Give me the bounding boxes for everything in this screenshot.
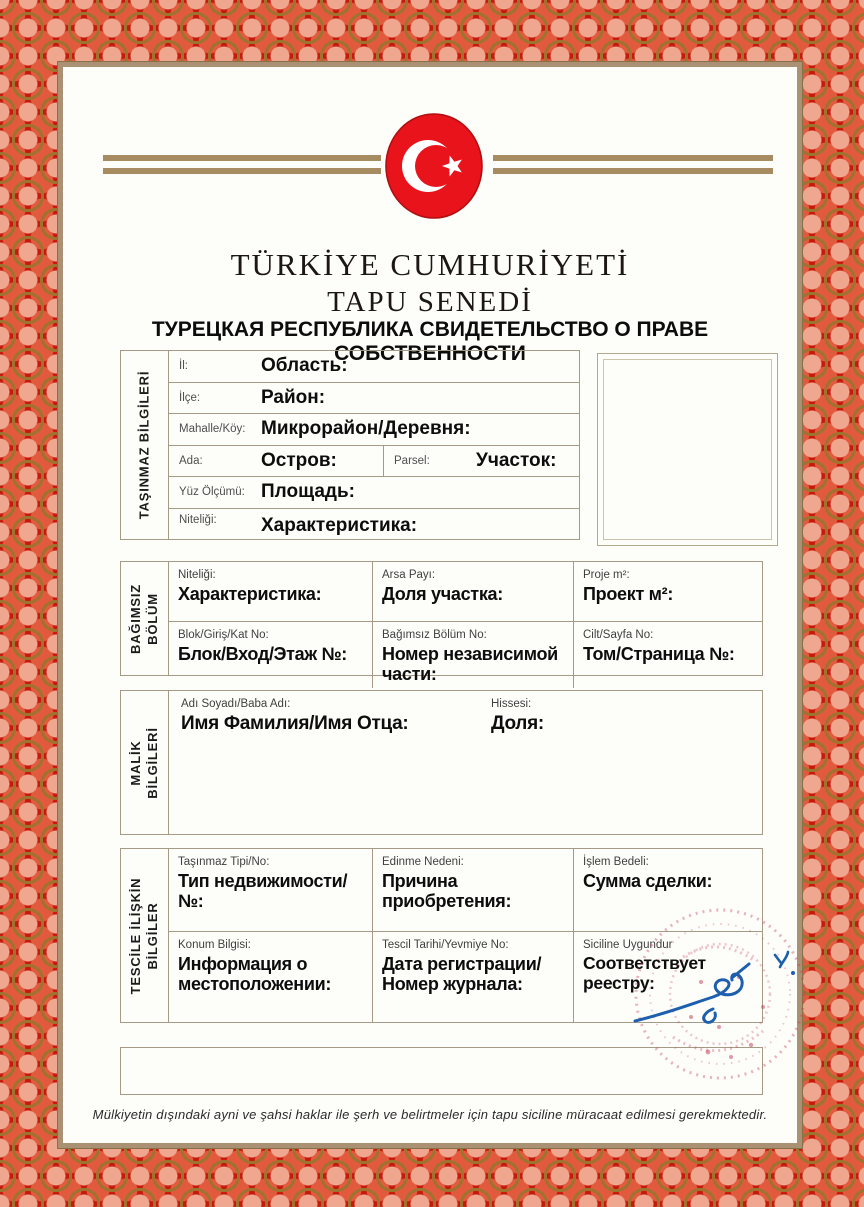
row-mahalle-koy (169, 414, 579, 446)
deed-document (58, 62, 802, 1148)
section-independent-unit-label-col (121, 562, 169, 675)
photo-box (597, 353, 778, 546)
russian-title: ТУРЕЦКАЯ РЕСПУБЛИКА СВИДЕТЕЛЬСТВО О ПРАВЕ СОБСТВЕННОСТИ (151, 318, 709, 365)
section-property-info-label-col (121, 351, 169, 539)
section-label: MALİK BİLGİLERİ (127, 726, 160, 799)
cell-hissesi: Hissesi: Доля: (491, 698, 544, 734)
section-property-info (120, 350, 580, 540)
cell-konum-bilgisi: Konum Bilgisi: Информация о местоположении: (169, 931, 372, 1022)
official-stamp (613, 887, 828, 1102)
row-ada-parsel (169, 446, 579, 478)
cell-islem-bedeli: İşlem Bedeli: Сумма сделки: (573, 849, 762, 931)
signature (635, 952, 788, 1022)
cell-parsel (384, 446, 579, 477)
field-label-tr: Niteliği: (179, 514, 217, 527)
deed-title: TAPU SENEDİ (327, 286, 533, 318)
cell-cilt-sayfa: Cilt/Sayfa No: Том/Страница №: (573, 621, 762, 688)
row-yuz-olcumu (169, 477, 579, 509)
cell-arsa-payi: Arsa Payı: Доля участка: (372, 562, 573, 621)
field-label-ru: Район: (261, 386, 326, 408)
field-label-ru: Площадь: (261, 481, 355, 503)
section-registration-info-label-col (121, 849, 169, 1022)
field-label-ru: Микрорайон/Деревня: (261, 418, 471, 440)
row-niteligi (169, 509, 579, 540)
footer-note: Mülkiyetin dışındaki ayni ve şahsi haklar ile şerh ve belirtmeler için tapu siciline müracaat edilmesi gerekmektedir. (92, 1107, 768, 1122)
gold-rule-right-bottom (493, 168, 773, 174)
field-label-tr: İl: (179, 360, 188, 373)
gold-rule-left-top (103, 155, 381, 161)
section-label: TESCİLE İLİŞKİN BİLGİLER (127, 877, 160, 994)
cell-blok-giris-kat: Blok/Giriş/Kat No: Блок/Вход/Этаж №: (169, 621, 372, 688)
photo-box-inner (603, 359, 772, 540)
cell-edinme-nedeni: Edinme Nedeni: Причина приобретения: (372, 849, 573, 931)
field-label-tr: Parsel: (394, 454, 430, 467)
row-ilce (169, 383, 579, 415)
field-label-tr: Mahalle/Köy: (179, 423, 246, 436)
cell-tescil-tarihi: Tescil Tarihi/Yevmiye No: Дата регистрации/ Номер журнала: (372, 931, 573, 1022)
cell-tasinmaz-tipi: Taşınmaz Tipi/No: Тип недвижимости/№: (178, 856, 348, 912)
field-label-ru: Остров: (261, 449, 337, 471)
cell-ada (169, 446, 384, 477)
field-label-tr: Ada: (179, 454, 203, 467)
section-owner-info (120, 690, 763, 835)
field-label-ru: Характеристика: (261, 515, 418, 537)
country-title: TÜRKİYE CUMHURİYETİ (230, 247, 630, 282)
cell-niteligi: Niteliği: Характеристика: (178, 569, 322, 604)
cell-siciline-uygundur: Siciline Uygundur Соответствует реестру: (573, 931, 762, 1022)
cell-bagimsiz-bolum-no: Bağımsız Bölüm No: Номер независимой части: (372, 621, 573, 688)
gold-rule-right-top (493, 155, 773, 161)
field-label-ru: Участок: (476, 449, 557, 471)
cell-adi-soyadi: Adı Soyadı/Baba Adı: Имя Фамилия/Имя Отца: (181, 698, 409, 734)
row-il (169, 351, 579, 383)
section-independent-unit (120, 561, 763, 685)
field-label-tr: İlçe: (179, 391, 201, 404)
section-owner-info-label-col (121, 691, 169, 834)
section-label: TAŞINMAZ BİLGİLERİ (136, 370, 152, 520)
turkish-flag-emblem (385, 113, 483, 219)
gold-rule-left-bottom (103, 168, 381, 174)
cell-proje-m2: Proje m²: Проект м²: (573, 562, 762, 621)
field-label-ru: Область: (261, 355, 348, 377)
field-label-tr: Yüz Ölçümü: (179, 486, 245, 499)
section-label: BAĞIMSIZ BÖLÜM (127, 583, 160, 654)
